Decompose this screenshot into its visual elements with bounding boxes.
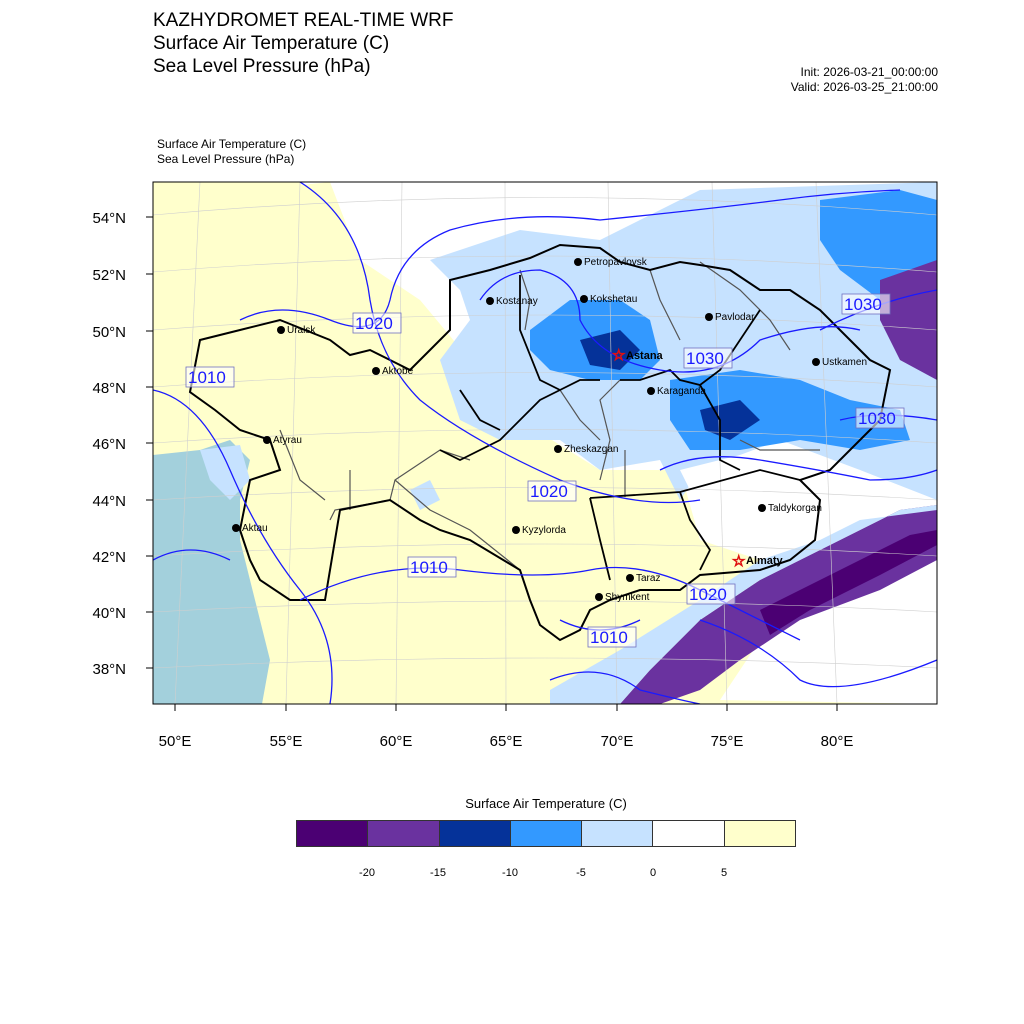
title-variable-temperature: Surface Air Temperature (C)	[153, 33, 390, 54]
legend-swatch	[725, 821, 795, 846]
city-label: Atyrau	[273, 435, 302, 446]
capital-star-icon: ☆	[612, 347, 626, 364]
city-label: Aktobe	[382, 366, 414, 377]
map-field	[153, 182, 937, 704]
legend-tick: -15	[430, 867, 446, 879]
lat-label: 54°N	[92, 210, 126, 227]
city-label: Karaganda	[657, 386, 706, 397]
city-label: Astana	[626, 350, 663, 362]
valid-time: Valid: 2026-03-25_21:00:00	[790, 80, 938, 94]
city-marker	[486, 297, 494, 305]
city-label: Ustkamen	[822, 357, 868, 368]
city-label: Taldykorgan	[768, 503, 822, 514]
main-title: KAZHYDROMET REAL-TIME WRF	[153, 10, 454, 31]
city-marker	[512, 526, 520, 534]
lon-label: 60°E	[379, 733, 413, 750]
city-label: Aktau	[242, 523, 268, 534]
lat-label: 50°N	[92, 324, 126, 341]
legend-swatch	[368, 821, 439, 846]
city-marker	[595, 593, 603, 601]
isobar-label: 1010	[410, 558, 448, 577]
lat-label: 52°N	[92, 267, 126, 284]
isobar-label: 1030	[858, 409, 896, 428]
isobar-label: 1030	[686, 349, 724, 368]
legend-title: Surface Air Temperature (C)	[465, 796, 627, 811]
lon-label: 75°E	[710, 733, 744, 750]
lat-label: 42°N	[92, 549, 126, 566]
city-marker	[580, 295, 588, 303]
city-label: Zheskazgan	[564, 444, 619, 455]
subtitle-pressure: Sea Level Pressure (hPa)	[157, 152, 295, 166]
latitude-ticks	[146, 217, 153, 668]
isobar-label: 1020	[530, 482, 568, 501]
legend-tick: -20	[359, 867, 375, 879]
city-marker	[263, 436, 271, 444]
lon-label: 65°E	[489, 733, 523, 750]
city-marker	[554, 445, 562, 453]
city-marker	[232, 524, 240, 532]
capital-star-icon: ☆	[732, 553, 746, 570]
city-marker	[277, 326, 285, 334]
legend-swatch	[582, 821, 653, 846]
longitude-ticks	[175, 704, 837, 711]
isobar-label: 1020	[689, 585, 727, 604]
city-marker	[758, 504, 766, 512]
city-marker	[626, 574, 634, 582]
lat-label: 44°N	[92, 493, 126, 510]
city-label: Petropavlovsk	[584, 257, 647, 268]
lat-label: 46°N	[92, 436, 126, 453]
lon-label: 50°E	[158, 733, 192, 750]
init-time: Init: 2026-03-21_00:00:00	[800, 65, 938, 79]
lon-label: 55°E	[269, 733, 303, 750]
legend-swatch	[440, 821, 511, 846]
subtitle-temperature: Surface Air Temperature (C)	[157, 137, 307, 151]
longitude-labels	[159, 733, 854, 750]
city-label: Shymkent	[605, 592, 650, 603]
legend-swatch	[653, 821, 724, 846]
city-marker	[574, 258, 582, 266]
lon-label: 80°E	[820, 733, 854, 750]
legend-tick: -5	[576, 867, 586, 879]
city-label: Taraz	[636, 573, 661, 584]
legend-swatch	[297, 821, 368, 846]
city-marker	[812, 358, 820, 366]
lat-label: 38°N	[92, 661, 126, 678]
city-label: Uralsk	[287, 325, 316, 336]
latitude-labels	[92, 210, 126, 678]
isobar-label: 1010	[590, 628, 628, 647]
lat-label: 48°N	[92, 380, 126, 397]
city-marker	[372, 367, 380, 375]
city-marker	[705, 313, 713, 321]
legend-swatch	[511, 821, 582, 846]
city-marker	[647, 387, 655, 395]
legend-tick: -10	[502, 867, 518, 879]
lon-label: 70°E	[600, 733, 634, 750]
city-label: Kostanay	[496, 296, 538, 307]
city-label: Pavlodar	[715, 312, 755, 323]
city-label: Kokshetau	[590, 294, 638, 305]
city-label: Kyzylorda	[522, 525, 566, 536]
isobar-label: 1010	[188, 368, 226, 387]
title-variable-pressure: Sea Level Pressure (hPa)	[153, 56, 371, 77]
legend-tick: 0	[649, 867, 657, 879]
color-legend-bar	[296, 820, 796, 847]
city-label: Almaty	[746, 555, 783, 567]
legend-tick: 5	[720, 867, 728, 879]
lat-label: 40°N	[92, 605, 126, 622]
isobar-label: 1030	[844, 295, 882, 314]
isobar-label: 1020	[355, 314, 393, 333]
